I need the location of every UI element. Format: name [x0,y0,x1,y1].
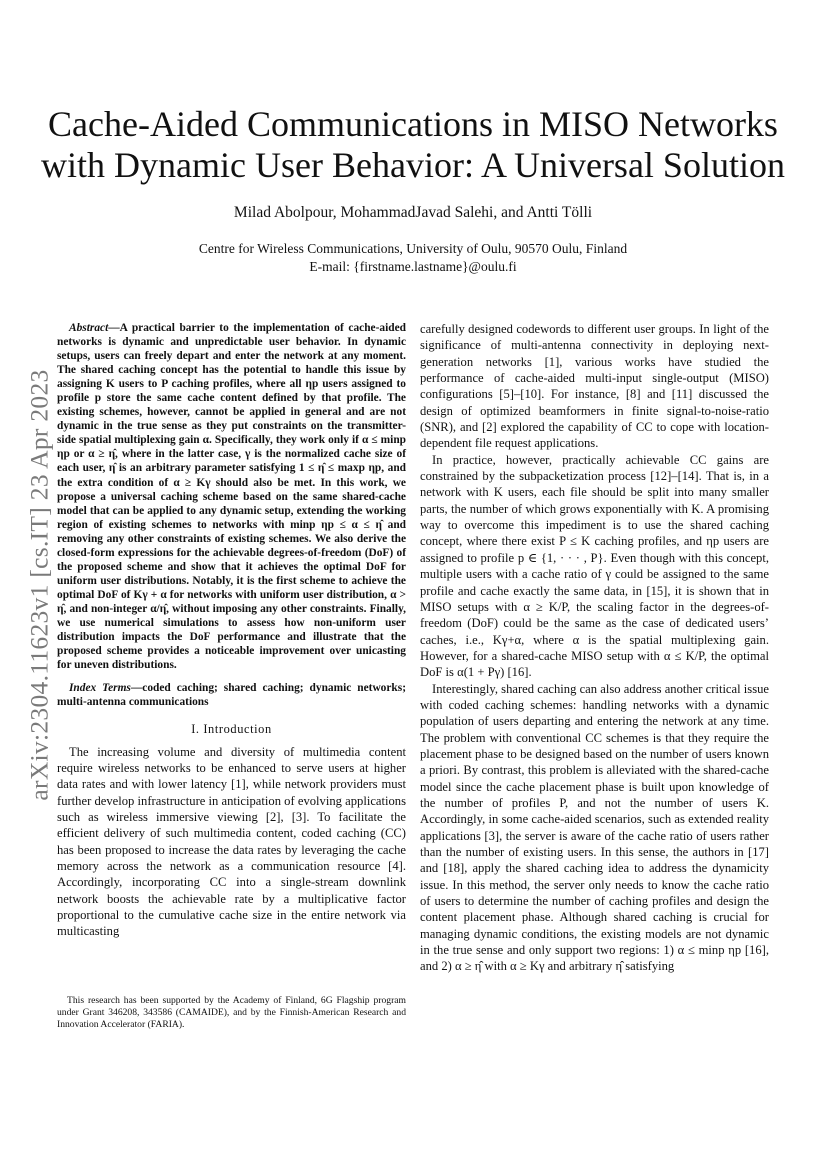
abstract-lead: Abstract [69,322,109,334]
right-paragraph-3: Interestingly, shared caching can also address another critical issue with coded caching schemes: handling networks with a dynamic population of users departing and entering the network at any time. The problem with conventional CC schemes is that they require the placement phase to be designed based on the number of users known a priori. By contrast, this problem is alleviated with the shared-cache model since the cache placement phase is built upon knowledge of the number of profiles P, and not the number of users K. Accordingly, in some cache-aided scenarios, such as extended reality applications [3], the server is aware of the cache ratio of users rather than the number of existing users. In this sense, the authors in [17] and [18], apply the shared caching idea to address the dynamicity issue. In this method, the server only needs to know the cache ratio of users to determine the number of caching profiles and design the content placement phase. Although shared caching is crucial for managing dynamic conditions, the existing models are not dynamic in the true sense and only support two regions: 1) α ≤ minp ηp [16], and 2) α ≥ η̂ with α ≥ Kγ and arbitrary η̂ satisfying [420,681,769,974]
section-heading: I. Introduction [191,722,272,737]
footnote: This research has been supported by the Academy of Finland, 6G Flagship program under Grant 346208, 343586 (CAMAIDE), and by the Finnish-American Research and Innovation Accelerator (FARIA). [57,995,406,1030]
arxiv-id: arXiv:2304.11623v1 [cs.IT] 23 Apr 2023 [25,369,54,801]
abstract-text: —A practical barrier to the implementation of cache-aided networks is dynamic and unpredictable user behavior. In dynamic setups, users can freely depart and enter the network at any moment. The shared caching concept has the potential to handle this issue by assigning K users to P caching profiles, where all ηp users assigned to profile p store the same cache content defined by that profile. The existing schemes, however, cannot be applied in general and are not dynamic in the true sense as they put constraints on the transmitter-side spatial multiplexing gain α. Specifically, they work only if α ≤ minp ηp or α ≥ η̂, where in the latter case, γ is the normalized cache size of each user, η̂ is an arbitrary parameter satisfying 1 ≤ η̂ ≤ maxp ηp, and the extra condition of α ≥ Kγ should also be met. In this work, we propose a universal caching scheme based on the same shared-cache model that can be applied to any dynamic setup, extending the working region of existing schemes to networks with minp ηp ≤ α ≤ η̂ and removing any other constraints of existing schemes. We also derive the closed-form expressions for the achievable degrees-of-freedom (DoF) of the proposed scheme and show that it achieves the optimal DoF for uniform user distributions. Notably, it is the first scheme to achieve the optimal DoF of Kγ + α for networks with uniform user distribution, α > η̂, and non-integer α/η̂, without imposing any other constraints. Finally, we use numerical simulations to assess how non-uniform user distribution impacts the DoF performance and illustrate that the proposed scheme provides a noticeable improvement over unicasting for uneven distributions. [57,322,406,672]
right-paragraph-1: carefully designed codewords to different user groups. In light of the significance of multi-antenna connectivity in deploying next-generation networks [1], various works have studied the performance of cache-aided multi-input single-output (MISO) configurations [5]–[10]. For instance, [8] and [11] discussed the design of optimized beamformers in finite signal-to-noise-ratio (SNR), and [2] explored the capability of CC to cope with location-dependent file request applications. [420,322,769,451]
affiliation-line-1: Centre for Wireless Communications, University of Oulu, 90570 Oulu, Finland [198,241,628,256]
arxiv-side-label [20,350,60,820]
title-line-2: with Dynamic User Behavior: A Universal Solution [41,145,785,185]
right-column [420,321,769,975]
paper-title [40,104,786,186]
right-paragraph-2: In practice, however, practically achievable CC gains are constrained by the subpacketization process [12]–[14]. That is, in a network with K users, each file should be split into many smaller parts, the number of which grows exponentially with K. A promising way to overcome this impediment is to use the shared caching concept, where there exist P ≤ K caching profiles, and ηp users are assigned to profile p ∈ {1, · · · , P}. Even though with this concept, multiple users with a cache ratio of γ could be assigned to the same profile and cache exactly the same data, in [15], it is shown that in MISO setups with α ≥ K/P, the scaling factor in the degrees-of-freedom (DoF) could be the same as the case of dedicated users’ caches, i.e., Kγ+α, where α is the spatial multiplexing gain. However, for a shared-cache MISO setup with α ≤ K/P, the optimal DoF is α(1 + Pγ) [16]. [420,452,769,680]
left-column [57,321,406,940]
authors: Milad Abolpour, MohammadJavad Salehi, and Antti Tölli [233,204,593,221]
index-terms-lead: Index Terms [69,682,131,695]
intro-paragraph-1: The increasing volume and diversity of multimedia content require wireless networks to be enhanced to serve users at higher data rates and with lower latency [1], while network providers must further develop infrastructure in anticipation of evolving applications such as wireless immersive viewing [2], [3]. To facilitate the efficient delivery of such multimedia content, coded caching (CC) has been proposed to increase the data rates by leveraging the cache memory across the network as a communication resource [4]. Accordingly, incorporating CC into a single-stream downlink network boosts the achievable rate by a multiplicative factor proportional to the cumulative cache size in the entire network via multicasting [57,744,406,939]
index-terms-text: —coded caching; shared caching; dynamic networks; multi-antenna communications [57,682,406,709]
abstract [57,321,406,672]
affiliation-email: E-mail: {firstname.lastname}@oulu.fi [309,259,517,274]
index-terms [57,681,406,709]
affiliation [40,240,786,276]
title-line-1: Cache-Aided Communications in MISO Networks [48,104,778,144]
